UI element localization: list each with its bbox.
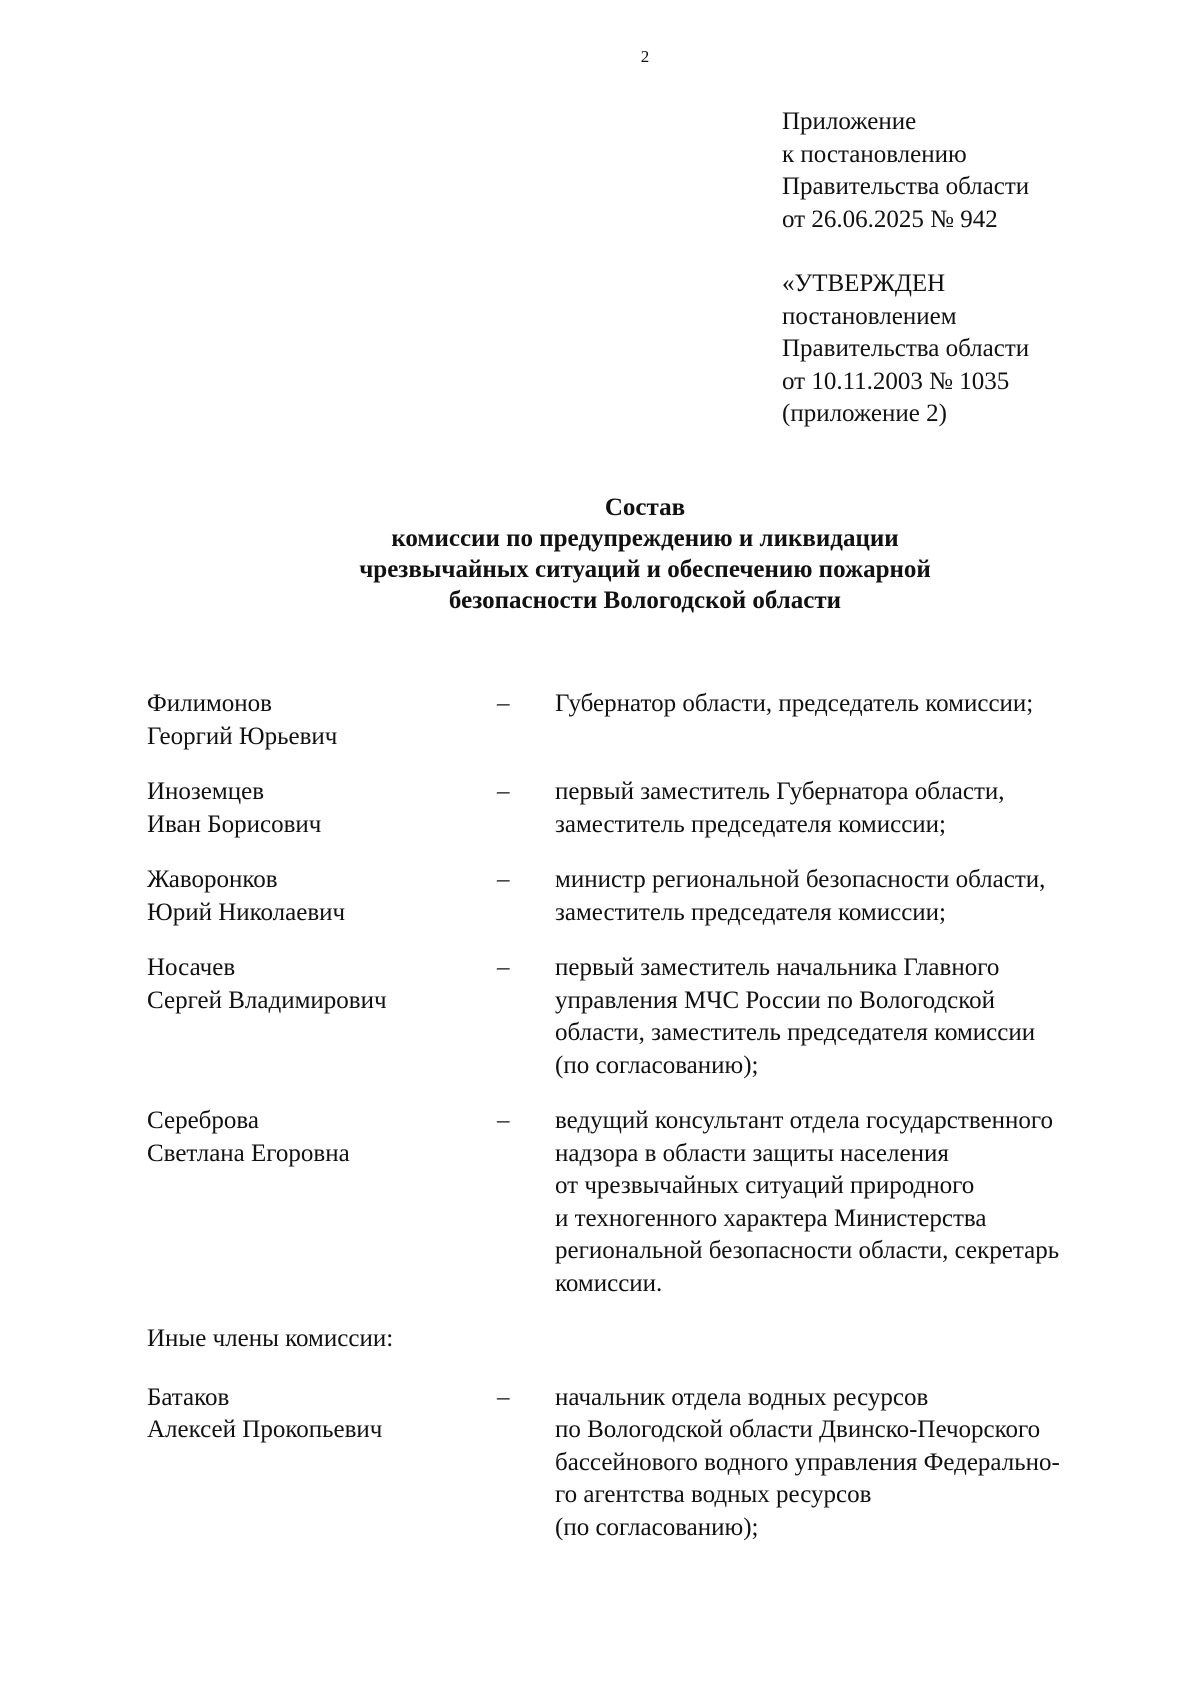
approval-line: от 10.11.2003 № 1035 xyxy=(782,367,1010,395)
member-surname: Сереброва xyxy=(147,1107,259,1134)
approval-line: Правительства области xyxy=(782,335,1030,362)
approval-line: (приложение 2) xyxy=(782,400,947,427)
member-given-names: Юрий Николаевич xyxy=(147,898,346,926)
role-line: Губернатор области, председатель комиссии; xyxy=(555,690,1034,717)
member-name xyxy=(147,776,477,841)
role-line: управления МЧС России по Вологодской xyxy=(555,986,995,1014)
member-entry xyxy=(147,952,1147,1082)
member-given-names: Алексей Прокопьевич xyxy=(147,1416,383,1443)
role-line: и техногенного характера Министерства xyxy=(555,1204,987,1232)
other-members-heading: Иные члены комиссии: xyxy=(147,1325,394,1352)
member-entry xyxy=(147,688,1147,753)
role-line: го агентства водных ресурсов xyxy=(555,1481,872,1508)
member-entry xyxy=(147,1382,1147,1545)
member-given-names: Иван Борисович xyxy=(147,810,322,838)
member-given-names: Светлана Егоровна xyxy=(147,1139,350,1167)
member-role xyxy=(555,1382,1147,1545)
dash-separator: – xyxy=(497,778,510,805)
role-line: ведущий консультант отдела государственного xyxy=(555,1107,1053,1134)
dash-separator: – xyxy=(497,954,510,981)
approval-line: «УТВЕРЖДЕН xyxy=(782,270,946,297)
member-name xyxy=(147,952,477,1017)
member-role xyxy=(555,952,1147,1082)
title-line: чрезвычайных ситуаций и обеспечению пожарной xyxy=(359,556,931,583)
role-line: надзора в области защиты населения xyxy=(555,1139,949,1167)
member-surname: Батаков xyxy=(147,1383,230,1411)
appendix-line: к постановлению xyxy=(782,140,967,168)
role-line: (по согласованию); xyxy=(555,1051,759,1079)
page-number: 2 xyxy=(640,47,650,66)
member-role xyxy=(555,864,1147,929)
title-line: комиссии по предупреждению и ликвидации xyxy=(391,525,899,552)
member-entry xyxy=(147,864,1147,929)
role-line: заместитель председателя комиссии; xyxy=(555,810,947,838)
member-surname: Жаворонков xyxy=(147,866,278,893)
approval-line: постановлением xyxy=(782,302,957,330)
role-line: региональной безопасности области, секретарь xyxy=(555,1237,1060,1264)
role-line: первый заместитель начальника Главного xyxy=(555,954,1000,981)
appendix-line: Правительства области xyxy=(782,173,1030,200)
member-given-names: Сергей Владимирович xyxy=(147,986,387,1014)
appendix-block xyxy=(782,106,1029,236)
member-name xyxy=(147,688,477,753)
member-role xyxy=(555,1105,1147,1300)
role-line: министр региональной безопасности области, xyxy=(555,866,1046,893)
member-surname: Иноземцев xyxy=(147,778,265,805)
approval-block xyxy=(782,268,1029,431)
role-line: по Вологодской области Двинско-Печорского xyxy=(555,1416,1041,1443)
role-line: первый заместитель Губернатора области, xyxy=(555,778,1005,805)
role-line: комиссии. xyxy=(555,1269,663,1297)
member-surname: Филимонов xyxy=(147,690,272,717)
appendix-line: от 26.06.2025 № 942 xyxy=(782,205,998,233)
dash-separator: – xyxy=(497,1107,510,1134)
dash-separator: – xyxy=(497,866,510,893)
appendix-line: Приложение xyxy=(782,108,917,135)
member-surname: Носачев xyxy=(147,954,236,981)
member-name xyxy=(147,1382,477,1447)
member-name xyxy=(147,864,477,929)
role-line: начальник отдела водных ресурсов xyxy=(555,1383,929,1411)
document-title xyxy=(0,492,1200,616)
role-line: от чрезвычайных ситуаций природного xyxy=(555,1172,975,1199)
member-entry xyxy=(147,776,1147,841)
role-line: заместитель председателя комиссии; xyxy=(555,898,947,926)
member-entry xyxy=(147,1105,1147,1300)
role-line: области, заместитель председателя комиссии xyxy=(555,1019,1036,1046)
member-given-names: Георгий Юрьевич xyxy=(147,722,338,750)
dash-separator: – xyxy=(497,690,510,717)
members-list xyxy=(147,688,1147,1567)
title-line: Состав xyxy=(604,494,686,521)
member-role xyxy=(555,776,1147,841)
role-line: бассейнового водного управления Федерально- xyxy=(555,1448,1060,1476)
role-line: (по согласованию); xyxy=(555,1513,759,1541)
member-name xyxy=(147,1105,477,1170)
member-role xyxy=(555,688,1147,753)
title-line: безопасности Вологодской области xyxy=(448,587,842,614)
dash-separator: – xyxy=(497,1383,510,1411)
